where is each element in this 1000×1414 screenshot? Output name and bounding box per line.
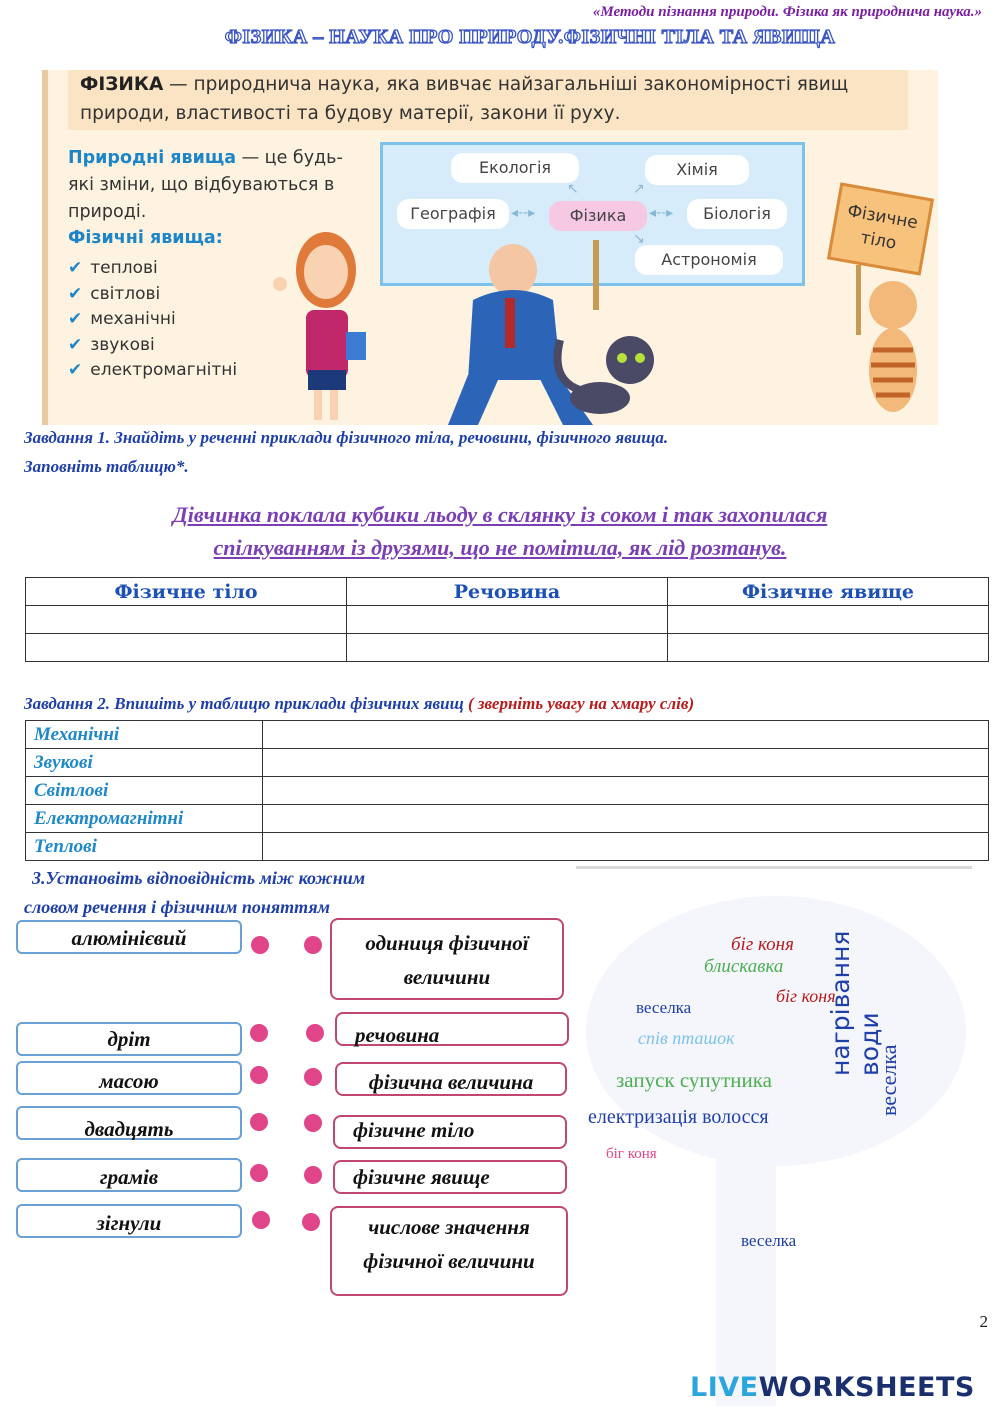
answer-cell[interactable] bbox=[263, 721, 989, 749]
cloud-word: веселка bbox=[636, 998, 692, 1017]
row-label-electromagnetic: Електромагнітні bbox=[26, 805, 263, 833]
phenomena-heading: Фізичні явища: bbox=[68, 228, 223, 248]
page-caption: «Методи пізнання природи. Фізика як природнича наука.» bbox=[592, 4, 982, 20]
answer-cell[interactable] bbox=[668, 606, 989, 634]
liveworksheets-logo: LIVEWORKSHEETS bbox=[690, 1372, 975, 1403]
cloud-word: електризація волосся bbox=[588, 1106, 769, 1128]
arrow-icon: ◂‑‑▸ bbox=[649, 205, 674, 221]
answer-cell[interactable] bbox=[26, 634, 347, 662]
task3-instruction: 3.Установіть відповідність між кожним bbox=[32, 868, 366, 888]
phenomena-list bbox=[68, 256, 237, 384]
answer-cell[interactable] bbox=[263, 749, 989, 777]
header-physical-body: Фізичне тіло bbox=[26, 578, 347, 606]
node-biology: Біологія bbox=[687, 199, 787, 229]
cloud-word: запуск супутника bbox=[616, 1068, 772, 1092]
definition-numeric-value[interactable]: числове значення фізичної величини bbox=[330, 1206, 568, 1296]
physical-body-sign: Фізичне тіло bbox=[827, 182, 934, 275]
cloud-word: веселка bbox=[876, 1044, 901, 1116]
word-grams[interactable]: грамів bbox=[16, 1158, 242, 1192]
cloud-word: біг коня bbox=[776, 986, 836, 1006]
table-row bbox=[26, 777, 989, 805]
header-substance: Речовина bbox=[347, 578, 668, 606]
definition-physical-quantity[interactable]: фізична величина bbox=[335, 1062, 567, 1096]
definition-unit[interactable]: одиниця фізичної величини bbox=[330, 918, 564, 1000]
girl-illustration bbox=[268, 220, 388, 425]
striped-cat-illustration bbox=[848, 265, 938, 425]
table-row bbox=[26, 749, 989, 777]
match-dot-right[interactable] bbox=[304, 1114, 322, 1132]
cloud-word: біг коня bbox=[606, 1146, 657, 1162]
word-wire[interactable]: дріт bbox=[16, 1022, 242, 1056]
node-physics: Фізика bbox=[549, 201, 647, 231]
word-twenty[interactable]: двадцять bbox=[16, 1106, 242, 1140]
cat-illustration bbox=[550, 320, 660, 425]
match-dot-right[interactable] bbox=[304, 936, 322, 954]
check-icon: ✔ bbox=[68, 258, 83, 278]
arrow-icon: ↗ bbox=[633, 181, 645, 197]
node-astronomy: Астрономія bbox=[635, 245, 783, 275]
row-label-light: Світлові bbox=[26, 777, 263, 805]
natural-phenomena-definition bbox=[68, 145, 358, 226]
physics-term: ФІЗИКА bbox=[80, 74, 164, 95]
physics-definition: — природнича наука, яка вивчає найзагальніші закономірності явищ природи, властивості та будову матерії, закони її руху. bbox=[80, 74, 849, 124]
definition-physical-body[interactable]: фізичне тіло bbox=[333, 1115, 567, 1149]
header-physical-phenomenon: Фізичне явище bbox=[668, 578, 989, 606]
task1-sentence: Дівчинка поклала кубики льоду в склянку із соком і так захопилася спілкуванням із друзями, що не помітила, як лід розтанув. bbox=[172, 502, 828, 560]
answer-cell[interactable] bbox=[263, 833, 989, 861]
table-row bbox=[26, 721, 989, 749]
match-dot-right[interactable] bbox=[304, 1166, 322, 1184]
task2-instruction: Завдання 2. Впишіть у таблицю приклади фізичних явищ ( зверніть увагу на хмару слів) bbox=[24, 694, 695, 713]
cloud-word: веселка bbox=[741, 1231, 797, 1250]
list-item: ✔ світлові bbox=[68, 283, 161, 304]
task1-table bbox=[25, 577, 989, 662]
match-dot-right[interactable] bbox=[304, 1068, 322, 1086]
cloud-word: нагрівання води bbox=[826, 930, 884, 1076]
list-item: ✔ електромагнітні bbox=[68, 360, 238, 380]
table-row bbox=[26, 833, 989, 861]
cloud-word: блискавка bbox=[704, 956, 784, 977]
list-item: ✔ теплові bbox=[68, 258, 158, 278]
node-ecology: Екологія bbox=[451, 153, 579, 183]
list-item: ✔ механічні bbox=[68, 309, 176, 329]
illustration-panel bbox=[42, 70, 938, 425]
row-label-thermal: Теплові bbox=[26, 833, 263, 861]
cloud-word: біг коня bbox=[731, 934, 794, 955]
word-mass[interactable]: масою bbox=[16, 1061, 242, 1095]
word-aluminum[interactable]: алюмінієвий bbox=[16, 920, 242, 954]
definition-substance[interactable]: речовина bbox=[335, 1012, 569, 1046]
arrow-icon: ↘ bbox=[633, 231, 645, 247]
answer-cell[interactable] bbox=[347, 606, 668, 634]
match-dot-right[interactable] bbox=[306, 1024, 324, 1042]
match-dot-left[interactable] bbox=[252, 1211, 270, 1229]
check-icon: ✔ bbox=[68, 334, 83, 355]
list-item: ✔ звукові bbox=[68, 334, 155, 355]
answer-cell[interactable] bbox=[263, 777, 989, 805]
answer-cell[interactable] bbox=[347, 634, 668, 662]
node-chemistry: Хімія bbox=[645, 155, 749, 185]
node-geography: Географія bbox=[397, 199, 509, 229]
match-dot-left[interactable] bbox=[250, 1024, 268, 1042]
table-header-row bbox=[26, 578, 989, 606]
table-row bbox=[26, 634, 989, 662]
match-dot-left[interactable] bbox=[250, 1066, 268, 1084]
answer-cell[interactable] bbox=[26, 606, 347, 634]
match-dot-left[interactable] bbox=[251, 936, 269, 954]
check-icon: ✔ bbox=[68, 283, 83, 304]
task3-instruction-2: словом речення і фізичним поняттям bbox=[24, 897, 330, 917]
answer-cell[interactable] bbox=[263, 805, 989, 833]
arrow-icon: ↖ bbox=[567, 181, 579, 197]
table-row bbox=[26, 805, 989, 833]
task1-instruction-2: Заповніть таблицю*. bbox=[24, 457, 189, 476]
match-dot-left[interactable] bbox=[250, 1164, 268, 1182]
row-label-sound: Звукові bbox=[26, 749, 263, 777]
table-row bbox=[26, 606, 989, 634]
task2-note: ( зверніть увагу на хмару слів) bbox=[463, 694, 695, 713]
match-dot-right[interactable] bbox=[302, 1213, 320, 1231]
match-dot-left[interactable] bbox=[250, 1113, 268, 1131]
check-icon: ✔ bbox=[68, 309, 83, 329]
natural-definition: — це будь-які зміни, що відбуваються в природі. bbox=[68, 148, 343, 222]
task2-table bbox=[25, 720, 989, 861]
cloud-word: спів пташок bbox=[638, 1028, 735, 1048]
task1-instruction: Завдання 1. Знайдіть у реченні приклади фізичного тіла, речовини, фізичного явища. bbox=[24, 428, 669, 447]
word-cloud bbox=[576, 866, 972, 1406]
page-title: ФІЗИКА – НАУКА ПРО ПРИРОДУ.ФІЗИЧНІ ТІЛА ТА ЯВИЩА bbox=[224, 26, 836, 48]
physics-definition-box bbox=[68, 70, 908, 130]
arrow-icon: ◂‑‑▸ bbox=[511, 205, 536, 221]
check-icon: ✔ bbox=[68, 360, 83, 380]
word-bent[interactable]: зігнули bbox=[16, 1204, 242, 1238]
definition-physical-phenomenon[interactable]: фізичне явище bbox=[333, 1160, 567, 1194]
page-number: 2 bbox=[979, 1312, 988, 1331]
natural-term: Природні явища bbox=[68, 148, 237, 168]
answer-cell[interactable] bbox=[668, 634, 989, 662]
row-label-mechanical: Механічні bbox=[26, 721, 263, 749]
